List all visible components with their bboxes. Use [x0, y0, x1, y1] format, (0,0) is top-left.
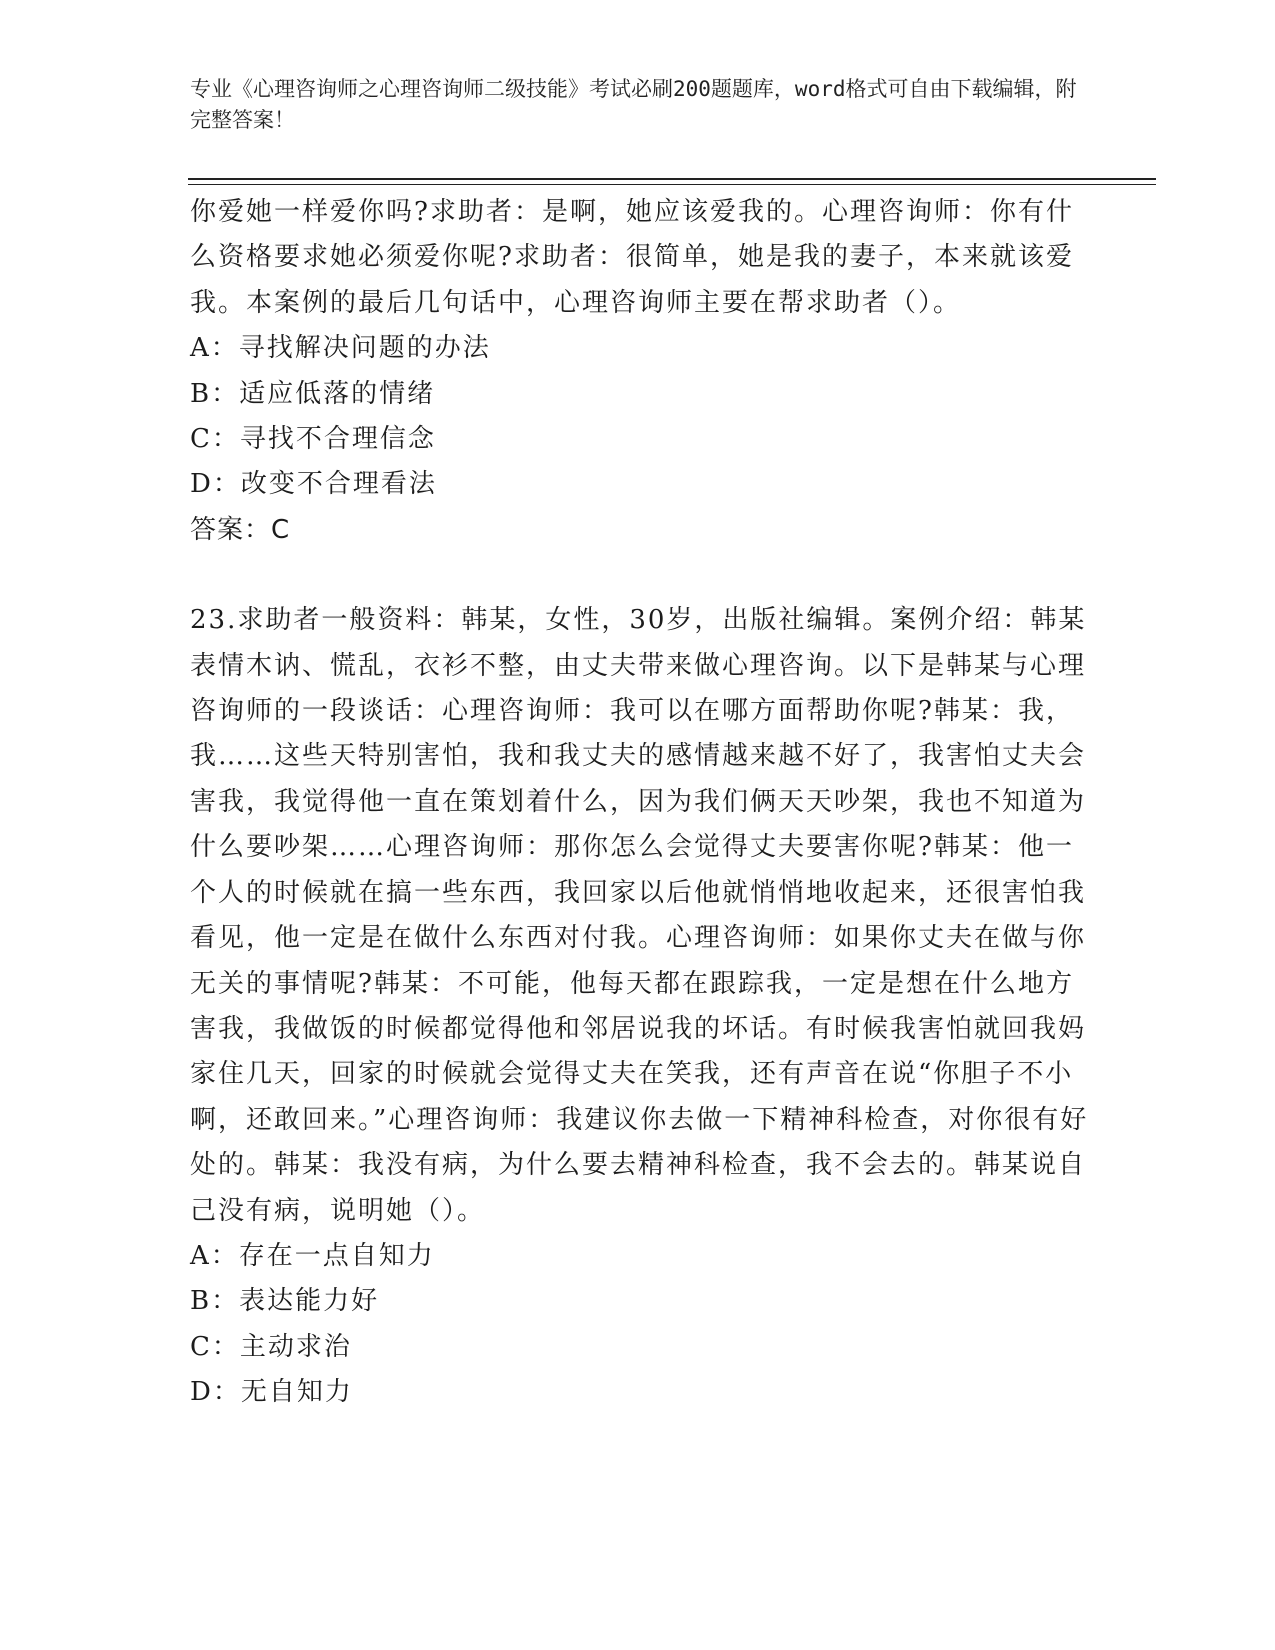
option-d: D：改变不合理看法 [190, 469, 437, 500]
header-divider-thin [188, 184, 1156, 185]
option-d: D：无自知力 [190, 1377, 353, 1408]
question-stem: 你爱她一样爱你吗?求助者：是啊，她应该爱我的。心理咨询师：你有什么资格要求她必须爱你呢?求助者：很简单，她是我的妻子，本来就该爱我。本案例的最后几句话中，心理咨询师主要在帮求助者（）。 [190, 197, 1074, 318]
option-c: C：主动求治 [190, 1331, 352, 1362]
question-spacer [190, 553, 1090, 598]
option-b: B：适应低落的情绪 [190, 378, 436, 409]
question-stem: 23.求助者一般资料：韩某，女性，30岁，出版社编辑。案例介绍：韩某表情木讷、慌乱，衣衫不整，由丈夫带来做心理咨询。以下是韩某与心理咨询师的一段谈话：心理咨询师：我可以在哪方面帮助你呢?韩某：我，我……这些天特别害怕，我和我丈夫的感情越来越不好了，我害怕丈夫会害我，我觉得他一直在策划着什么，因为我们俩天天吵架，我也不知道为什么要吵架……心理咨询师：那你怎么会觉得丈夫要害你呢?韩某：他一个人的时候就在搞一些东西，我回家以后他就悄悄地收起来，还很害怕我看见，他一定是在做什么东西对付我。心理咨询师：如果你丈夫在做与你无关的事情呢?韩某：不可能，他每天都在跟踪我，一定是想在什么地方害我，我做饭的时候都觉得他和邻居说我的坏话。有时候我害怕就回我妈家住几天，回家的时候就会觉得丈夫在笑我，还有声音在说“你胆子不小啊，还敢回来。”心理咨询师：我建议你去做一下精神科检查，对你很有好处的。韩某：我没有病，为什么要去精神科检查，我不会去的。韩某说自己没有病，说明她（）。 [190, 605, 1089, 1226]
option-b: B：表达能力好 [190, 1286, 380, 1317]
document-header: 专业《心理咨询师之心理咨询师二级技能》考试必刷200题题库，word格式可自由下载编辑，附完整答案！ [190, 77, 1077, 132]
header-divider-thick [188, 178, 1156, 180]
document-body [190, 190, 1090, 1416]
option-c: C：寻找不合理信念 [190, 424, 436, 455]
answer-line: 答案：C [190, 514, 291, 545]
question-23 [190, 598, 1090, 1415]
option-a: A：存在一点自知力 [190, 1240, 435, 1271]
question-22 [190, 190, 1090, 553]
option-a: A：寻找解决问题的办法 [190, 333, 491, 364]
